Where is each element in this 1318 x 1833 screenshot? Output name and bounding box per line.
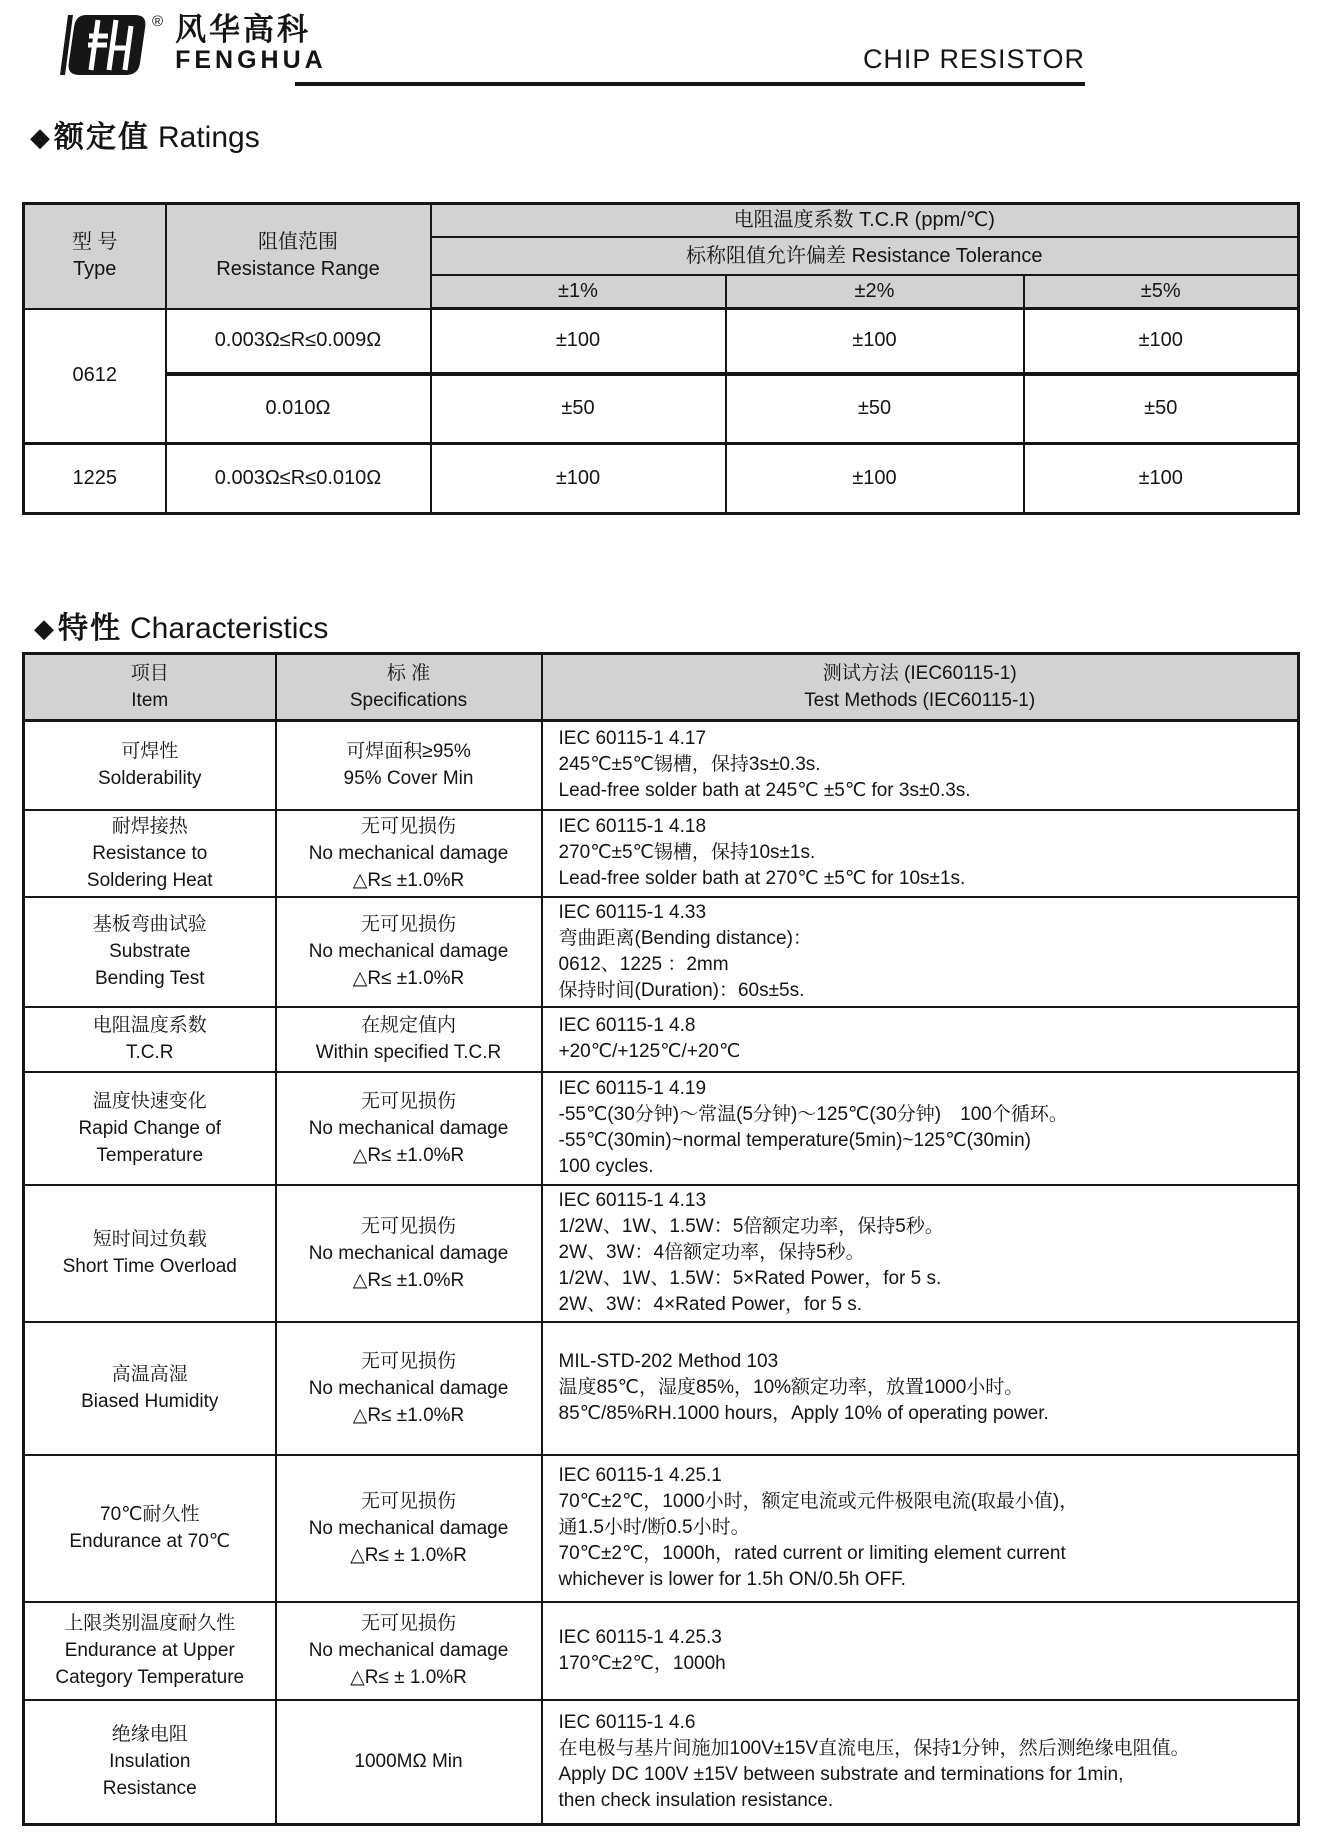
page-title: CHIP RESISTOR [862, 44, 1085, 74]
test-methods-column-header: 测试方法 (IEC60115-1) Test Methods (IEC60115-1) [542, 654, 1299, 721]
header-rule [295, 82, 1085, 86]
spec-cell: 无可见损伤 No mechanical damage △R≤ ±1.0%R [276, 810, 542, 897]
range-cell: 0.010Ω [166, 374, 431, 444]
diamond-icon: ◆ [30, 122, 50, 152]
registered-trademark-icon: ® [152, 13, 164, 30]
characteristics-section-heading [34, 603, 328, 647]
item-cell: 上限类别温度耐久性 Endurance at Upper Category Temperature [24, 1602, 276, 1700]
table-row-solderability [24, 721, 1299, 810]
ratings-section-heading [30, 112, 260, 156]
characteristics-header-row [24, 654, 1299, 721]
test-method-cell: IEC 60115-1 4.18 270℃±5℃锡槽，保持10s±1s. Lead-free solder bath at 270℃ ±5℃ for 10s±1s. [542, 810, 1299, 897]
characteristics-table [22, 652, 1300, 1826]
tcr-value-cell: ±50 [726, 374, 1024, 444]
spec-cell: 可焊面积≥95% 95% Cover Min [276, 721, 542, 810]
test-method-cell: MIL-STD-202 Method 103 温度85℃，湿度85%，10%额定功率，放置1000小时。 85℃/85%RH.1000 hours，Apply 10% of operating power. [542, 1322, 1299, 1455]
spec-cell: 无可见损伤 No mechanical damage △R≤ ±1.0%R [276, 897, 542, 1007]
table-row-rapid-change [24, 1072, 1299, 1185]
item-cell: 短时间过负载 Short Time Overload [24, 1185, 276, 1322]
item-cell: 绝缘电阻 Insulation Resistance [24, 1700, 276, 1825]
test-method-cell: IEC 60115-1 4.19 -55℃(30分钟)～常温(5分钟)～125℃(30分钟) 100个循环。 -55℃(30min)~normal temperature(5min)~125℃(30min) 100 cycles. [542, 1072, 1299, 1185]
brand-text [175, 14, 327, 73]
test-method-cell: IEC 60115-1 4.25.1 70℃±2℃，1000小时，额定电流或元件极限电流(取最小值)， 通1.5小时/断0.5小时。 70℃±2℃，1000h，rated current or limiting element current whichever is lower for 1.5h ON/0.5h OFF. [542, 1455, 1299, 1602]
spec-cell: 无可见损伤 No mechanical damage △R≤ ± 1.0%R [276, 1602, 542, 1700]
table-row-biased-humidity [24, 1322, 1299, 1455]
resistance-range-column-header: 阻值范围 Resistance Range [166, 204, 431, 309]
characteristics-heading-cn: 特性 [58, 612, 122, 645]
tcr-value-cell: ±100 [1024, 444, 1299, 514]
test-method-cell: IEC 60115-1 4.13 1/2W、1W、1.5W：5倍额定功率，保持5秒。 2W、3W：4倍额定功率，保持5秒。 1/2W、1W、1.5W：5×Rated Power，for 5 s. 2W、3W：4×Rated Power，for 5 s. [542, 1185, 1299, 1322]
table-row-endurance-70c [24, 1455, 1299, 1602]
tolerance-col-1pct: ±1% [431, 275, 726, 309]
spec-cell: 无可见损伤 No mechanical damage △R≤ ± 1.0%R [276, 1455, 542, 1602]
tolerance-col-5pct: ±5% [1024, 275, 1299, 309]
item-cell: 70℃耐久性 Endurance at 70℃ [24, 1455, 276, 1602]
fenghua-logo [58, 14, 327, 76]
item-cell: 耐焊接热 Resistance to Soldering Heat [24, 810, 276, 897]
range-cell: 0.003Ω≤R≤0.009Ω [166, 309, 431, 374]
tcr-value-cell: ±100 [431, 444, 726, 514]
test-method-cell: IEC 60115-1 4.6 在电极与基片间施加100V±15V直流电压，保持1分钟，然后测绝缘电阻值。 Apply DC 100V ±15V between substrate and terminations for 1min, then check insulation resistance. [542, 1700, 1299, 1825]
ratings-table [22, 202, 1300, 515]
test-method-cell: IEC 60115-1 4.33 弯曲距离(Bending distance)： 0612、1225 ：2mm 保持时间(Duration)：60s±5s. [542, 897, 1299, 1007]
type-cell-0612: 0612 [24, 309, 166, 444]
table-row-short-time-overload [24, 1185, 1299, 1322]
range-cell: 0.003Ω≤R≤0.010Ω [166, 444, 431, 514]
table-row [24, 374, 1299, 444]
tcr-value-cell: ±100 [726, 309, 1024, 374]
ratings-header-row-tcr [24, 204, 1299, 238]
table-row-soldering-heat [24, 810, 1299, 897]
tcr-value-cell: ±50 [1024, 374, 1299, 444]
item-cell: 电阻温度系数 T.C.R [24, 1007, 276, 1072]
test-method-cell: IEC 60115-1 4.17 245℃±5℃锡槽，保持3s±0.3s. Lead-free solder bath at 245℃ ±5℃ for 3s±0.3s. [542, 721, 1299, 810]
table-row-insulation-resistance [24, 1700, 1299, 1825]
test-method-cell: IEC 60115-1 4.25.3 170℃±2℃，1000h [542, 1602, 1299, 1700]
tcr-value-cell: ±100 [431, 309, 726, 374]
item-column-header: 项目 Item [24, 654, 276, 721]
spec-cell: 无可见损伤 No mechanical damage △R≤ ±1.0%R [276, 1322, 542, 1455]
table-row [24, 444, 1299, 514]
brand-name-cn: 风华高科 [175, 12, 312, 47]
tcr-value-cell: ±100 [726, 444, 1024, 514]
item-cell: 高温高湿 Biased Humidity [24, 1322, 276, 1455]
tcr-header: 电阻温度系数 T.C.R (ppm/℃) [431, 204, 1299, 238]
type-cell-1225: 1225 [24, 444, 166, 514]
item-cell: 基板弯曲试验 Substrate Bending Test [24, 897, 276, 1007]
spec-cell: 无可见损伤 No mechanical damage △R≤ ±1.0%R [276, 1185, 542, 1322]
ratings-table-wrap [22, 202, 1300, 515]
ratings-heading-en: Ratings [158, 121, 260, 154]
diamond-icon: ◆ [34, 613, 54, 643]
type-column-header: 型 号 Type [24, 204, 166, 309]
spec-cell: 在规定值内 Within specified T.C.R [276, 1007, 542, 1072]
table-row-substrate-bending [24, 897, 1299, 1007]
tcr-value-cell: ±50 [431, 374, 726, 444]
resistance-tolerance-header: 标称阻值允许偏差 Resistance Tolerance [431, 237, 1299, 275]
tolerance-col-2pct: ±2% [726, 275, 1024, 309]
tcr-value-cell: ±100 [1024, 309, 1299, 374]
item-cell: 温度快速变化 Rapid Change of Temperature [24, 1072, 276, 1185]
spec-cell: 1000MΩ Min [276, 1700, 542, 1825]
spec-cell: 无可见损伤 No mechanical damage △R≤ ±1.0%R [276, 1072, 542, 1185]
specifications-column-header: 标 准 Specifications [276, 654, 542, 721]
table-row-endurance-upper-category [24, 1602, 1299, 1700]
brand-name-en: FENGHUA [175, 46, 327, 74]
table-row [24, 309, 1299, 374]
test-method-cell: IEC 60115-1 4.8 +20℃/+125℃/+20℃ [542, 1007, 1299, 1072]
item-cell: 可焊性 Solderability [24, 721, 276, 810]
characteristics-heading-en: Characteristics [130, 612, 329, 645]
table-row-tcr [24, 1007, 1299, 1072]
ratings-heading-cn: 额定值 [54, 121, 150, 154]
characteristics-table-wrap [22, 652, 1300, 1826]
fenghua-logo-icon [58, 14, 150, 76]
